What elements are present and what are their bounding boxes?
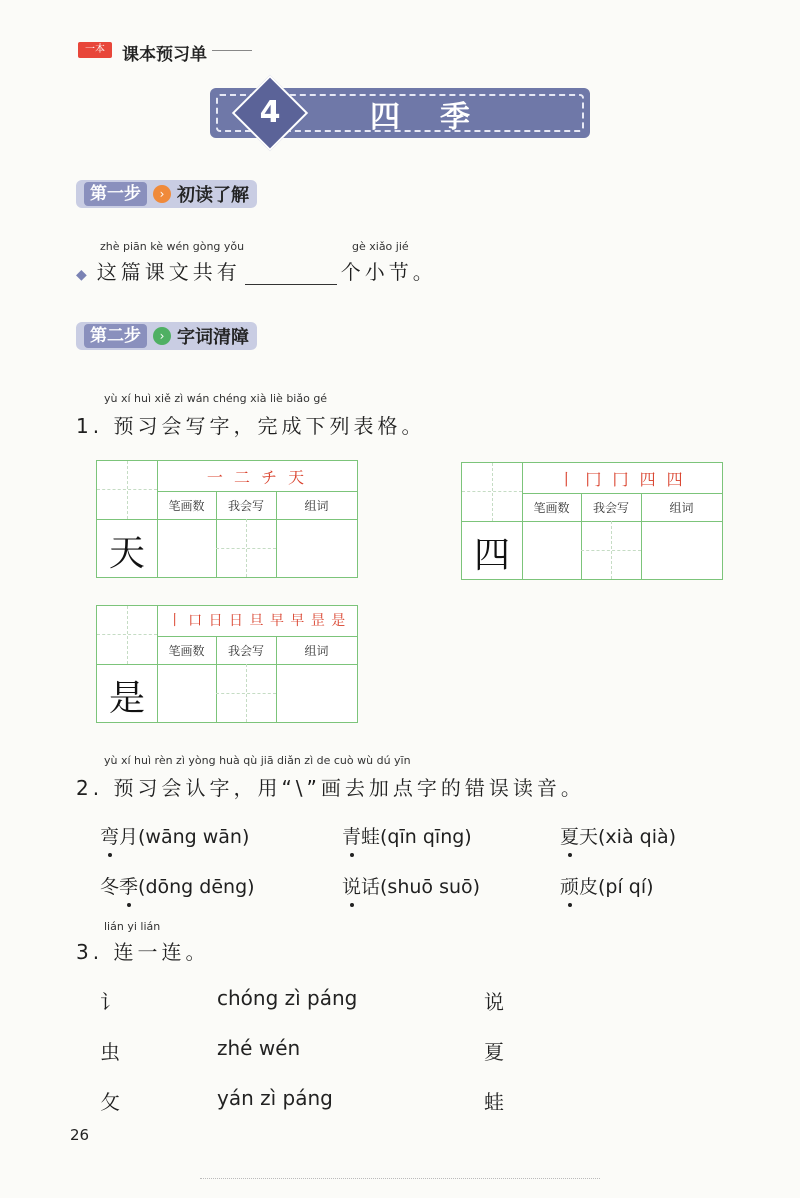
pron-item: 弯月(wāng wān) — [100, 822, 249, 849]
match-middle-item[interactable]: chóng zì páng — [217, 986, 358, 1010]
header-rule — [212, 50, 252, 51]
col-strokes: 笔画数 — [533, 501, 570, 515]
lesson-title: 四季 — [370, 100, 510, 135]
step2-label: 第二步 — [84, 324, 147, 348]
match-middle-item[interactable]: zhé wén — [217, 1036, 301, 1060]
stroke-order: 一 二 チ 天 — [206, 468, 308, 487]
col-strokes: 笔画数 — [168, 499, 205, 513]
step1-title: 初读了解 — [177, 185, 249, 206]
col-words: 组词 — [304, 644, 329, 658]
q2-text: 2. 预习会认字，用“\”画去加点字的错误读音。 — [76, 776, 585, 800]
col-words: 组词 — [669, 501, 694, 515]
answer-blank[interactable] — [245, 265, 337, 285]
arrow-right-icon: › — [153, 185, 171, 203]
step2-title: 字词清障 — [177, 327, 249, 348]
pron-item: 夏天(xià qià) — [560, 822, 676, 849]
stroke-order: 丨 口 日 日 旦 早 早 昰 是 — [167, 613, 347, 629]
step1-text-b: 个小节。 — [340, 260, 437, 284]
match-middle-item[interactable]: yán zì páng — [217, 1086, 333, 1110]
q3-text: 3. 连一连。 — [76, 940, 210, 964]
q2-pinyin: yù xí huì rèn zì yòng huà qù jiā diǎn zì de cuò wù dú yīn — [104, 754, 411, 767]
match-left-item[interactable]: 攵 — [100, 1090, 120, 1114]
step2-badge — [76, 322, 257, 350]
diamond-bullet-icon: ◆ — [76, 267, 91, 283]
pron-item: 说话(shuō suō) — [342, 872, 480, 899]
lesson-number: 4 — [232, 75, 308, 151]
col-write: 我会写 — [227, 499, 264, 513]
arrow-right-icon: › — [153, 327, 171, 345]
stroke-order: 丨 冂 冂 四 四 — [558, 470, 686, 489]
q1-text: 1. 预习会写字，完成下列表格。 — [76, 414, 426, 438]
target-char: 天 — [108, 533, 145, 574]
match-left-item[interactable]: 虫 — [100, 1040, 120, 1064]
header-badge: 一本 — [78, 42, 112, 58]
target-char: 四 — [473, 535, 510, 576]
col-strokes: 笔画数 — [168, 644, 205, 658]
page-number: 26 — [70, 1126, 90, 1144]
step1-pinyin-a: zhè piān kè wén gòng yǒu — [100, 240, 245, 253]
q3-pinyin: lián yi lián — [104, 920, 161, 933]
step1-badge — [76, 180, 257, 208]
pron-item: 顽皮(pí qí) — [560, 872, 654, 899]
match-right-item[interactable]: 蛙 — [484, 1090, 504, 1114]
stroke-table-tian — [96, 460, 358, 578]
stroke-table-si — [461, 462, 723, 580]
col-words: 组词 — [304, 499, 329, 513]
match-right-item[interactable]: 夏 — [484, 1040, 504, 1064]
match-left-item[interactable]: 讠 — [100, 990, 120, 1014]
step1-pinyin-b: gè xiǎo jié — [352, 240, 409, 253]
match-right-item[interactable]: 说 — [484, 990, 504, 1014]
header-title: 课本预习单 — [122, 45, 207, 65]
step1-label: 第一步 — [84, 182, 147, 206]
pron-item: 冬季(dōng dēng) — [100, 872, 255, 899]
stroke-table-shi — [96, 605, 358, 723]
pron-item: 青蛙(qīn qīng) — [342, 822, 472, 849]
target-char: 是 — [108, 678, 145, 719]
bottom-rule — [200, 1178, 600, 1179]
step1-question — [76, 256, 437, 285]
col-write: 我会写 — [592, 501, 629, 515]
q1-pinyin: yù xí huì xiě zì wán chéng xià liè biǎo gé — [104, 392, 328, 405]
step1-text-a: 这篇课文共有 — [96, 260, 241, 284]
col-write: 我会写 — [227, 644, 264, 658]
